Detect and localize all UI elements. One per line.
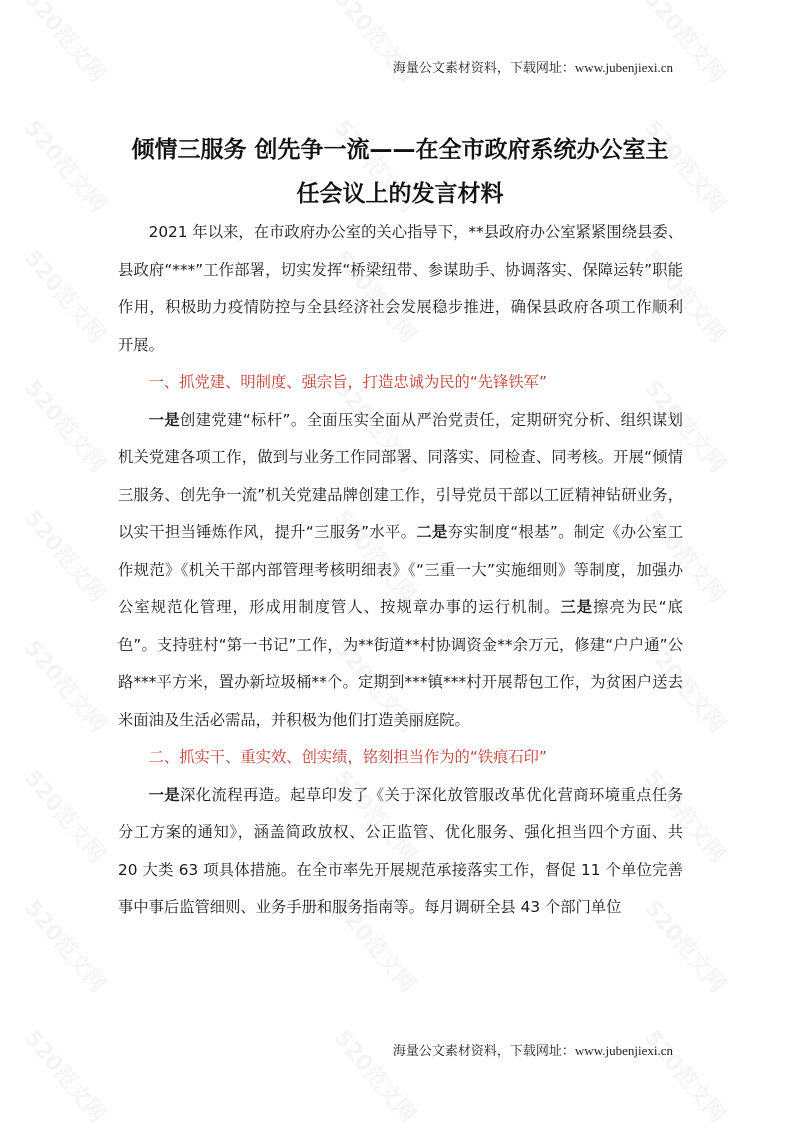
watermark-text bbox=[18, 633, 114, 739]
document-title bbox=[100, 128, 700, 216]
watermark-text bbox=[328, 1023, 424, 1122]
watermark-text bbox=[18, 503, 114, 609]
paragraph-text: 擦亮为民“底色”。支持驻村“第一书记”工作，为**街道**村协调资金**余万元，修建“户户通”公路***平方米，置办新垃圾桶**个。定期到***镇***村开展帮包工作，为贫困户送去米面油及生活必需品，并积极为他们打造美丽庭院。 bbox=[118, 598, 683, 729]
watermark-text bbox=[18, 893, 114, 999]
section-2-paragraph bbox=[118, 777, 683, 927]
title-line-2: 任会议上的发言材料 bbox=[296, 181, 504, 207]
lead-term: 三是 bbox=[560, 598, 594, 616]
intro-paragraph: 2021 年以来，在市政府办公室的关心指导下，**县政府办公室紧紧围绕县委、县政府“***”工作部署，切实发挥“桥梁纽带、参谋助手、协调落实、保障运转”职能作用，积极助力疫情防控与全县经济社会发展稳步推进，确保县政府各项工作顺利开展。 bbox=[118, 223, 683, 354]
page-footer: 海量公文素材资料，下载网址：www.jubenjiexi.cn bbox=[392, 1043, 673, 1058]
section-heading-2: 二、抓实干、重实效、创实绩，铭刻担当作为的“铁痕石印” bbox=[148, 748, 547, 766]
paragraph-text: 创建党建“标杆”。全面压实全面从严治党责任，定期研究分析、组织谋划机关党建各项工作，做到与业务工作同部署、同落实、同检查、同考核。开展“倾情三服务、创先争一流”机关党建品牌创建工作，引导党员干部以工匠精神钻研业务，以实干担当锤炼作风，提升“三服务”水平。 bbox=[118, 410, 683, 541]
lead-term: 一是 bbox=[148, 410, 180, 429]
title-line-1: 倾情三服务 创先争一流——在全市政府系统办公室主 bbox=[131, 137, 669, 163]
lead-term: 二是 bbox=[416, 523, 448, 541]
paragraph-text: 深化流程再造。起草印发了《关于深化放管服改革优化营商环境重点任务分工方案的通知》，涵盖简政放权、公正监管、优化服务、强化担当四个方面、共 20 大类 63 项具体措施。在全市率先开展规范承接落实工作，督促 11 个单位完善事中事后监管细则、业务手册和服务指南等。每月调研全县 43 个部门单位 bbox=[118, 785, 683, 916]
section-1-paragraph bbox=[118, 402, 683, 740]
watermark-text bbox=[638, 1023, 734, 1122]
section-heading-1: 一、抓党建、明制度、强宗旨，打造忠诚为民的“先锋铁军” bbox=[148, 373, 547, 391]
page-header: 海量公文素材资料，下载网址：www.jubenjiexi.cn bbox=[392, 60, 673, 75]
watermark-text bbox=[18, 373, 114, 479]
watermark-text bbox=[18, 1023, 114, 1122]
paragraph-text: 夯实制度“根基”。制定《办公室工作规范》《机关干部内部管理考核明细表》《“三重一大”实施细则》等制度，加强办公室规范化管理，形成用制度管人、按规章办事的运行机制。 bbox=[118, 523, 683, 616]
watermark-text bbox=[18, 243, 114, 349]
lead-term: 一是 bbox=[148, 785, 181, 804]
document-body bbox=[118, 214, 683, 927]
watermark-text bbox=[18, 763, 114, 869]
watermark-text bbox=[18, 0, 114, 88]
